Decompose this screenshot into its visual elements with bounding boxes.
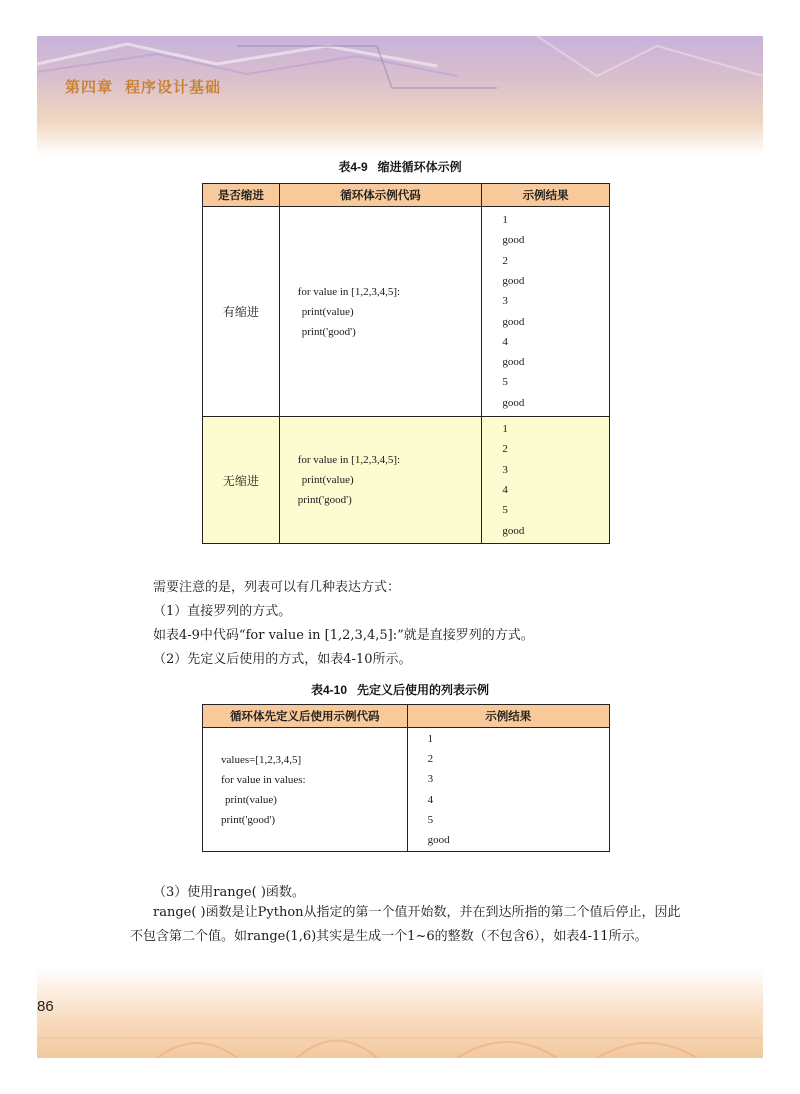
paragraph: （3）使用range( )函数。 (153, 885, 305, 900)
result-line: 5 (427, 813, 434, 826)
code-line: for value in [1,2,3,4,5]: (297, 454, 401, 466)
code-cell (279, 207, 482, 417)
result-line: 2 (502, 254, 508, 267)
result-line: 3 (502, 463, 508, 476)
result-line: 5 (502, 376, 508, 389)
table1-caption (0, 158, 800, 175)
table2-header-result: 示例结果 (407, 705, 609, 728)
chapter-number: 第四章 (65, 78, 114, 96)
result-line: good (502, 234, 525, 247)
paragraph: range( )函数是让Python从指定的第一个值开始数，并在到达所指的第二个值后停止，因此不包含第二个值。如range(1,6)其实是生成一个1~6的整数（不包含6），如表4-11所示。 (130, 905, 681, 944)
code-line: print(value) (301, 474, 354, 486)
footer-decoration (37, 968, 763, 1058)
paragraph: （2）先定义后使用的方式，如表4-10所示。 (153, 652, 412, 667)
result-line: good (427, 834, 450, 847)
result-line: 4 (502, 335, 508, 348)
table-row (203, 728, 610, 852)
result-line: 3 (502, 295, 508, 308)
result-line: good (502, 356, 525, 369)
table2 (202, 704, 610, 852)
result-line: 3 (427, 773, 434, 786)
table1 (202, 183, 610, 544)
code-line: for value in values: (221, 773, 306, 786)
result-line: good (502, 274, 525, 287)
code-cell (203, 728, 408, 852)
result-line: 1 (427, 732, 434, 745)
code-line: print('good') (297, 494, 352, 506)
chapter-heading (65, 76, 233, 97)
table2-caption (0, 681, 800, 698)
chapter-title: 程序设计基础 (125, 78, 222, 96)
code-line: print('good') (221, 813, 276, 826)
table1-caption-text: 缩进循环体示例 (377, 160, 462, 174)
table-row (203, 207, 610, 417)
result-line: 5 (502, 504, 508, 517)
result-cell (482, 417, 610, 544)
paragraph: 需要注意的是，列表可以有几种表达方式： (153, 580, 401, 595)
table1-caption-number: 表4-9 (338, 160, 368, 174)
result-line: 4 (427, 793, 434, 806)
paragraph: （1）直接罗列的方式。 (153, 604, 292, 619)
result-line: 1 (502, 423, 508, 436)
result-line: 2 (427, 752, 434, 765)
code-line: print(value) (301, 305, 354, 318)
table1-header-row (203, 184, 610, 207)
result-line: 1 (502, 214, 508, 227)
paragraph: 如表4-9中代码“for value in [1,2,3,4,5]:”就是直接罗列的方式。 (153, 628, 534, 643)
table1-header-indent: 是否缩进 (203, 184, 280, 207)
table1-header-result: 示例结果 (482, 184, 610, 207)
result-line: 4 (502, 484, 508, 496)
row-label: 无缩进 (203, 417, 280, 544)
result-line: good (502, 524, 525, 537)
code-line: print('good') (301, 325, 356, 338)
result-line: 2 (502, 443, 508, 456)
row-label: 有缩进 (203, 207, 280, 417)
result-line: good (502, 315, 525, 328)
result-line: good (502, 396, 525, 409)
result-cell (482, 207, 610, 417)
page-number: 86 (37, 998, 54, 1015)
table2-caption-text: 先定义后使用的列表示例 (357, 683, 490, 697)
code-line: values=[1,2,3,4,5] (221, 753, 302, 766)
table1-header-code: 循环体示例代码 (279, 184, 482, 207)
code-line: for value in [1,2,3,4,5]: (297, 285, 401, 298)
table2-header-code: 循环体先定义后使用示例代码 (203, 705, 408, 728)
result-cell (407, 728, 609, 852)
code-line: print(value) (225, 793, 277, 806)
code-cell (279, 417, 482, 544)
table-row (203, 417, 610, 544)
table2-header-row (203, 705, 610, 728)
table2-caption-number: 表4-10 (310, 683, 347, 697)
